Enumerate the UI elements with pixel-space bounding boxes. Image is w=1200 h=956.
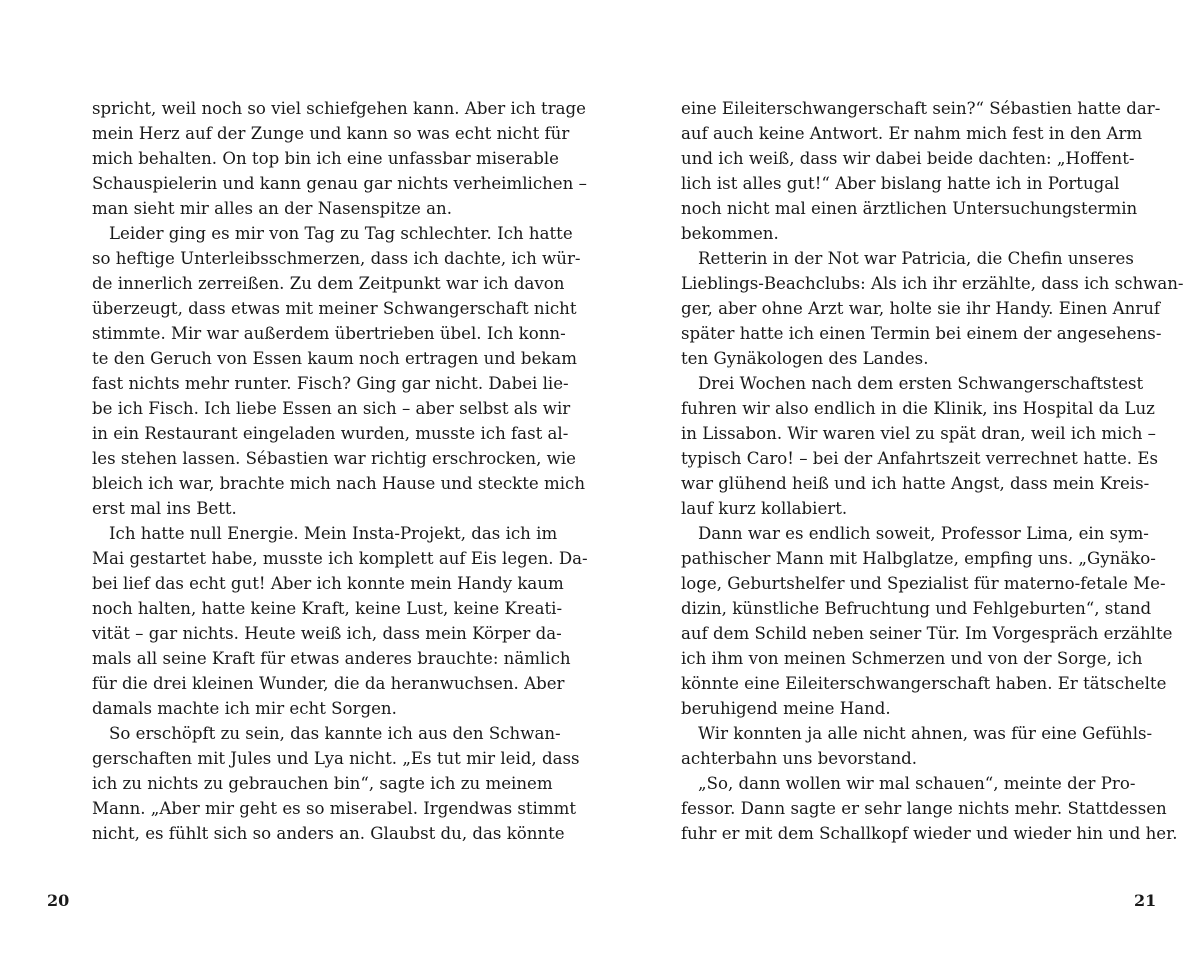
text-line: spricht, weil noch so viel schiefgehen kann. Aber ich trage: [92, 99, 586, 118]
text-line: bleich ich war, brachte mich nach Hause und steckte mich: [92, 474, 586, 493]
text-line: Lieblings-Beachclubs: Als ich ihr erzählte, dass ich schwan-: [681, 274, 1184, 293]
text-line: erst mal ins Bett.: [92, 499, 237, 518]
right-page-text: [681, 96, 1184, 846]
text-line: auf dem Schild neben seiner Tür. Im Vorgespräch erzählte: [681, 624, 1173, 643]
text-line: könnte eine Eileiterschwangerschaft haben. Er tätschelte: [681, 674, 1167, 693]
text-line: vität – gar nichts. Heute weiß ich, dass mein Körper da-: [92, 624, 562, 643]
text-line: und ich weiß, dass wir dabei beide dachten: „Hoffent-: [681, 149, 1135, 168]
text-line: in Lissabon. Wir waren viel zu spät dran, weil ich mich –: [681, 424, 1156, 443]
text-line: ger, aber ohne Arzt war, holte sie ihr Handy. Einen Anruf: [681, 299, 1161, 318]
text-line: beruhigend meine Hand.: [681, 699, 891, 718]
text-line: fast nichts mehr runter. Fisch? Ging gar nicht. Dabei lie-: [92, 374, 569, 393]
text-line: Ich hatte null Energie. Mein Insta-Projekt, das ich im: [109, 524, 558, 543]
text-line: mich behalten. On top bin ich eine unfassbar miserable: [92, 149, 559, 168]
text-line: mein Herz auf der Zunge und kann so was echt nicht für: [92, 124, 570, 143]
text-line: Schauspielerin und kann genau gar nichts verheimlichen –: [92, 174, 587, 193]
text-line: lich ist alles gut!“ Aber bislang hatte ich in Portugal: [681, 174, 1120, 193]
text-line: les stehen lassen. Sébastien war richtig erschrocken, wie: [92, 449, 576, 468]
text-line: dizin, künstliche Befruchtung und Fehlgeburten“, stand: [681, 599, 1152, 618]
text-line: noch nicht mal einen ärztlichen Untersuchungstermin: [681, 199, 1138, 218]
left-page-text: [92, 96, 588, 846]
left-page-number: 20: [47, 891, 70, 910]
text-line: typisch Caro! – bei der Anfahrtszeit verrechnet hatte. Es: [681, 449, 1158, 468]
text-line: nicht, es fühlt sich so anders an. Glaubst du, das könnte: [92, 824, 565, 843]
text-line: fessor. Dann sagte er sehr lange nichts mehr. Stattdessen: [681, 799, 1167, 818]
text-line: Drei Wochen nach dem ersten Schwangerschaftstest: [698, 374, 1144, 393]
text-line: stimmte. Mir war außerdem übertrieben übel. Ich konn-: [92, 324, 566, 343]
text-line: lauf kurz kollabiert.: [681, 499, 848, 518]
text-line: Leider ging es mir von Tag zu Tag schlechter. Ich hatte: [109, 224, 573, 243]
text-line: be ich Fisch. Ich liebe Essen an sich – aber selbst als wir: [92, 399, 571, 418]
text-line: ich ihm von meinen Schmerzen und von der Sorge, ich: [681, 649, 1143, 668]
text-line: mals all seine Kraft für etwas anderes brauchte: nämlich: [92, 649, 571, 668]
text-line: So erschöpft zu sein, das kannte ich aus den Schwan-: [109, 724, 561, 743]
text-line: loge, Geburtshelfer und Spezialist für materno-fetale Me-: [681, 574, 1166, 593]
text-line: Mai gestartet habe, musste ich komplett auf Eis legen. Da-: [92, 549, 588, 568]
text-line: später hatte ich einen Termin bei einem der angesehens-: [681, 324, 1162, 343]
text-line: war glühend heiß und ich hatte Angst, dass mein Kreis-: [681, 474, 1150, 493]
text-line: ich zu nichts zu gebrauchen bin“, sagte ich zu meinem: [92, 774, 553, 793]
text-line: fuhr er mit dem Schallkopf wieder und wieder hin und her.: [681, 824, 1178, 843]
text-line: man sieht mir alles an der Nasenspitze an.: [92, 199, 452, 218]
text-line: damals machte ich mir echt Sorgen.: [92, 699, 397, 718]
text-line: noch halten, hatte keine Kraft, keine Lust, keine Kreati-: [92, 599, 563, 618]
text-line: Mann. „Aber mir geht es so miserabel. Irgendwas stimmt: [92, 799, 577, 818]
text-line: Wir konnten ja alle nicht ahnen, was für eine Gefühls-: [698, 724, 1153, 743]
text-line: auf auch keine Antwort. Er nahm mich fest in den Arm: [681, 124, 1143, 143]
text-line: so heftige Unterleibsschmerzen, dass ich dachte, ich wür-: [92, 249, 581, 268]
text-line: pathischer Mann mit Halbglatze, empfing uns. „Gynäko-: [681, 549, 1156, 568]
text-line: fuhren wir also endlich in die Klinik, ins Hospital da Luz: [681, 399, 1155, 418]
text-line: für die drei kleinen Wunder, die da heranwuchsen. Aber: [92, 674, 565, 693]
text-line: ten Gynäkologen des Landes.: [681, 349, 929, 368]
text-line: gerschaften mit Jules und Lya nicht. „Es tut mir leid, dass: [92, 749, 580, 768]
text-line: bekommen.: [681, 224, 779, 243]
text-line: bei lief das echt gut! Aber ich konnte mein Handy kaum: [92, 574, 564, 593]
text-line: in ein Restaurant eingeladen wurden, musste ich fast al-: [92, 424, 569, 443]
right-page-number: 21: [1134, 891, 1157, 910]
text-line: überzeugt, dass etwas mit meiner Schwangerschaft nicht: [92, 299, 577, 318]
text-line: Retterin in der Not war Patricia, die Chefin unseres: [698, 249, 1134, 268]
text-line: eine Eileiterschwangerschaft sein?“ Sébastien hatte dar-: [681, 99, 1161, 118]
text-line: te den Geruch von Essen kaum noch ertragen und bekam: [92, 349, 577, 368]
text-line: achterbahn uns bevorstand.: [681, 749, 918, 768]
text-line: Dann war es endlich soweit, Professor Lima, ein sym-: [698, 524, 1149, 543]
text-line: de innerlich zerreißen. Zu dem Zeitpunkt war ich davon: [92, 274, 565, 293]
text-line: „So, dann wollen wir mal schauen“, meinte der Pro-: [698, 774, 1136, 793]
